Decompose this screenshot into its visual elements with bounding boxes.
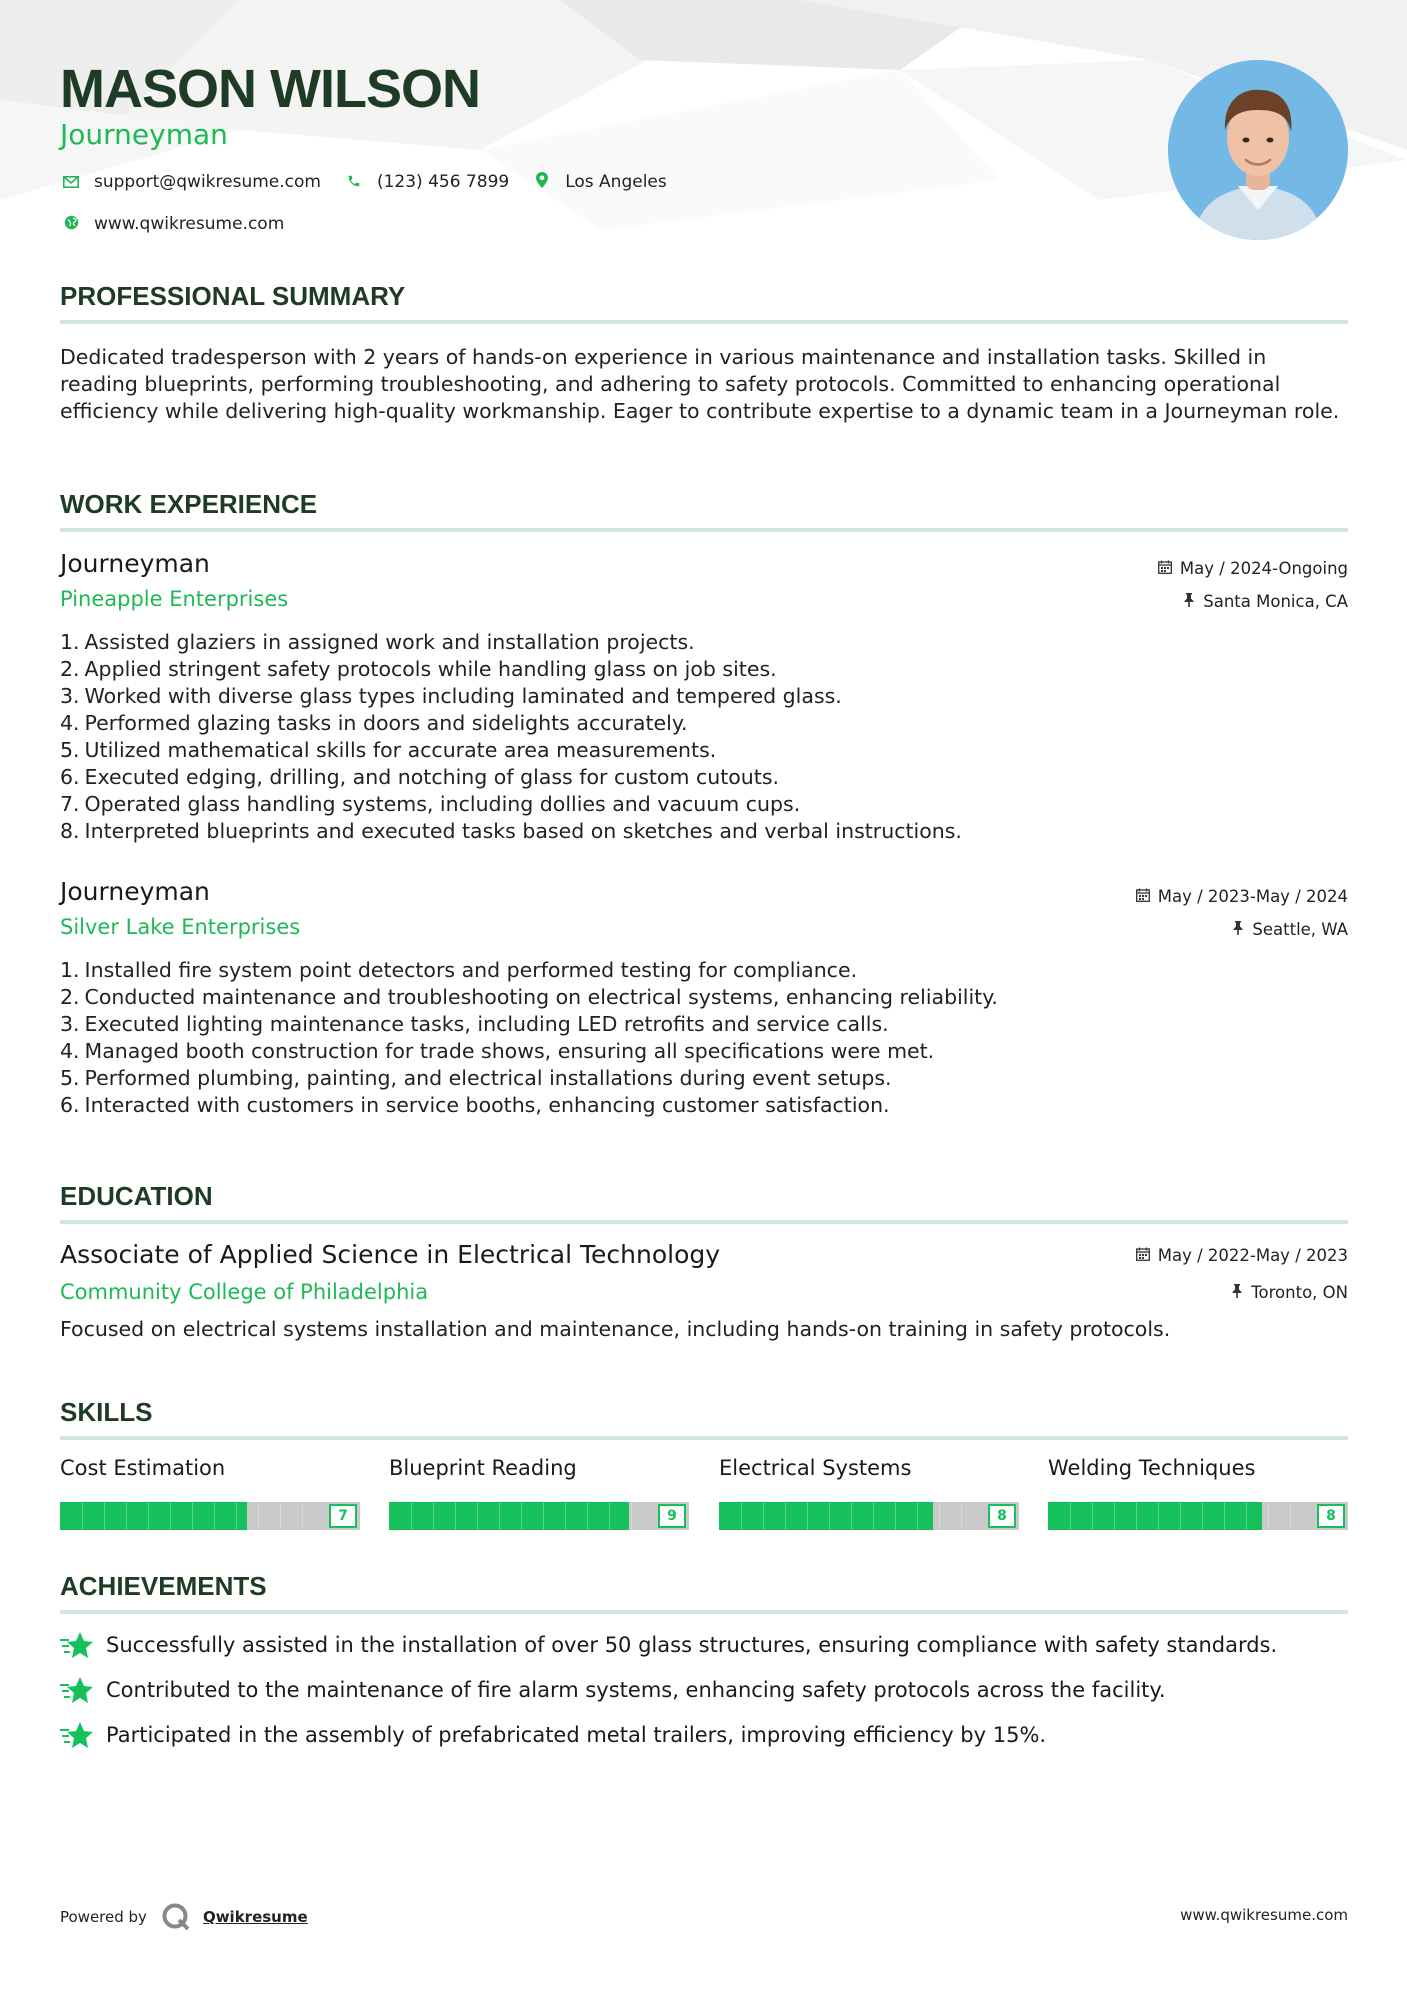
skill-bar-segment	[741, 1502, 742, 1530]
skill-bar-segment	[1246, 1502, 1247, 1530]
skill-bar-segment	[1202, 1502, 1203, 1530]
list-item: 4. Performed glazing tasks in doors and sidelights accurately.	[60, 711, 688, 735]
skill-score: 8	[1317, 1504, 1345, 1528]
list-item: 1. Installed fire system point detectors and performed testing for compliance.	[60, 958, 858, 982]
calendar-icon	[1136, 1247, 1150, 1265]
skill-bar-segment	[148, 1502, 149, 1530]
skill-item	[1048, 1456, 1348, 1530]
skill-bar-segment	[763, 1502, 764, 1530]
list-item: 3. Executed lighting maintenance tasks, including LED retrofits and service calls.	[60, 1012, 889, 1036]
qwikresume-logo-icon	[161, 1902, 191, 1932]
summary-divider	[60, 320, 1348, 324]
achievement-text: Participated in the assembly of prefabricated metal trailers, improving efficiency by 15%.	[106, 1723, 1047, 1747]
skill-score: 9	[658, 1504, 686, 1528]
education-heading: EDUCATION	[60, 1181, 213, 1211]
job-dates	[1158, 559, 1348, 578]
skill-bar-segment	[236, 1502, 237, 1530]
website-text: www.qwikresume.com	[94, 214, 285, 234]
job-location-text: Santa Monica, CA	[1203, 592, 1348, 611]
skill-bar-segment	[455, 1502, 456, 1530]
skill-bar	[60, 1502, 360, 1530]
skill-bar-segment	[170, 1502, 171, 1530]
education-divider	[60, 1220, 1348, 1224]
calendar-icon	[1136, 888, 1150, 906]
education-location	[1231, 1283, 1348, 1302]
contact-row-website	[60, 214, 306, 234]
star-icon	[60, 1675, 94, 1705]
education-location-text: Toronto, ON	[1251, 1283, 1348, 1302]
skill-item	[60, 1456, 360, 1530]
job-location-text: Seattle, WA	[1252, 920, 1348, 939]
education-dates-text: May / 2022-May / 2023	[1157, 1246, 1348, 1265]
contact-row	[60, 172, 689, 192]
skill-bar-segment	[851, 1502, 852, 1530]
list-item: 3. Worked with diverse glass types including laminated and tempered glass.	[60, 684, 842, 708]
phone-text: (123) 456 7899	[376, 172, 510, 192]
skill-bar-segment	[1136, 1502, 1137, 1530]
skill-bar	[1048, 1502, 1348, 1530]
experience-divider	[60, 528, 1348, 532]
job-title: Journeyman	[60, 877, 210, 906]
skill-bar-segment	[1070, 1502, 1071, 1530]
skill-bar-segment	[521, 1502, 522, 1530]
skill-bar-segment	[1114, 1502, 1115, 1530]
skill-bar-segment	[302, 1502, 303, 1530]
skill-item	[719, 1456, 1019, 1530]
list-item: 2. Applied stringent safety protocols while handling glass on job sites.	[60, 657, 777, 681]
skill-bar-segment	[961, 1502, 962, 1530]
phone-icon	[343, 173, 365, 192]
list-item: 5. Utilized mathematical skills for accurate area measurements.	[60, 738, 717, 762]
job-company: Silver Lake Enterprises	[60, 915, 301, 939]
achievement-text: Contributed to the maintenance of fire alarm systems, enhancing safety protocols across the facility.	[106, 1678, 1166, 1702]
contact-phone[interactable]	[343, 172, 509, 192]
job-location	[1183, 592, 1348, 611]
skill-bar-segment	[895, 1502, 896, 1530]
achievements-divider	[60, 1610, 1348, 1614]
calendar-icon	[1158, 560, 1172, 578]
qwikresume-link[interactable]: Qwikresume	[202, 1908, 308, 1926]
skill-bar-segment	[258, 1502, 259, 1530]
globe-icon	[60, 215, 82, 234]
skill-bar-segment	[82, 1502, 83, 1530]
pushpin-icon	[1232, 921, 1244, 939]
contact-website[interactable]	[60, 214, 284, 234]
map-pin-icon	[531, 172, 553, 192]
experience-heading: WORK EXPERIENCE	[60, 489, 318, 519]
job-dates	[1136, 887, 1348, 906]
star-icon	[60, 1720, 94, 1750]
skill-item	[389, 1456, 689, 1530]
envelope-icon	[60, 173, 82, 192]
list-item: 6. Interacted with customers in service booths, enhancing customer satisfaction.	[60, 1093, 890, 1117]
skill-score: 7	[329, 1504, 357, 1528]
powered-by-text: Powered by	[60, 1908, 147, 1926]
skill-bar-segment	[587, 1502, 588, 1530]
job-company: Pineapple Enterprises	[60, 587, 289, 611]
list-item: 4. Managed booth construction for trade shows, ensuring all specifications were met.	[60, 1039, 935, 1063]
job-bullet-list	[60, 957, 1350, 1119]
footer-powered-by	[60, 1902, 308, 1932]
skill-bar-segment	[1158, 1502, 1159, 1530]
achievement-item	[60, 1720, 1350, 1750]
job-location	[1232, 920, 1348, 939]
skill-bar	[719, 1502, 1019, 1530]
education-school: Community College of Philadelphia	[60, 1280, 429, 1304]
list-item: 2. Conducted maintenance and troubleshooting on electrical systems, enhancing reliability.	[60, 985, 998, 1009]
skill-bar-fill	[389, 1502, 629, 1530]
skill-bar-segment	[939, 1502, 940, 1530]
skill-bar-segment	[543, 1502, 544, 1530]
candidate-name: MASON WILSON	[60, 59, 480, 119]
job-title: Journeyman	[60, 549, 210, 578]
skill-bar-segment	[433, 1502, 434, 1530]
skill-bar-segment	[1180, 1502, 1181, 1530]
skill-bar-segment	[631, 1502, 632, 1530]
skill-bar	[389, 1502, 689, 1530]
pushpin-icon	[1231, 1284, 1243, 1302]
skill-bar-fill	[1048, 1502, 1262, 1530]
email-text: support@qwikresume.com	[94, 172, 321, 192]
skill-bar-segment	[1290, 1502, 1291, 1530]
skill-bar-segment	[565, 1502, 566, 1530]
skill-bar-segment	[104, 1502, 105, 1530]
achievement-text: Successfully assisted in the installation of over 50 glass structures, ensuring compliance with safety standards.	[106, 1633, 1278, 1657]
skill-bar-segment	[609, 1502, 610, 1530]
education-degree: Associate of Applied Science in Electrical Technology	[60, 1240, 721, 1269]
list-item: 5. Performed plumbing, painting, and electrical installations during event setups.	[60, 1066, 892, 1090]
skill-bar-segment	[126, 1502, 127, 1530]
list-item: 7. Operated glass handling systems, including dollies and vacuum cups.	[60, 792, 801, 816]
candidate-title: Journeyman	[60, 118, 228, 151]
footer-website[interactable]: www.qwikresume.com	[1180, 1906, 1348, 1924]
job-bullet-list	[60, 629, 1350, 845]
job-dates-text: May / 2024-Ongoing	[1179, 559, 1348, 578]
pushpin-icon	[1183, 593, 1195, 611]
skill-bar-segment	[873, 1502, 874, 1530]
skill-name: Cost Estimation	[60, 1456, 226, 1480]
summary-text: Dedicated tradesperson with 2 years of hands-on experience in various maintenance and installation tasks. Skilled in reading blueprints, performing troubleshooting, and adhering to safety protocols. Committed to enhancing operational efficiency while delivering high-quality workmanship. Eager to contribute expertise to a dynamic team in a Journeyman role.	[60, 345, 1340, 423]
profile-photo	[1168, 60, 1348, 240]
achievements-heading: ACHIEVEMENTS	[60, 1571, 267, 1601]
skill-bar-segment	[807, 1502, 808, 1530]
skill-score: 8	[988, 1504, 1016, 1528]
achievement-item	[60, 1675, 1350, 1705]
achievement-item	[60, 1630, 1350, 1660]
contact-location	[531, 172, 667, 192]
contact-email[interactable]	[60, 172, 321, 192]
skill-bar-fill	[719, 1502, 933, 1530]
job-dates-text: May / 2023-May / 2024	[1157, 887, 1348, 906]
education-description: Focused on electrical systems installation and maintenance, including hands-on training in safety protocols.	[60, 1317, 1171, 1341]
skill-bar-segment	[411, 1502, 412, 1530]
skill-bar-segment	[477, 1502, 478, 1530]
skill-bar-segment	[1268, 1502, 1269, 1530]
skill-bar-segment	[192, 1502, 193, 1530]
skill-bar-segment	[785, 1502, 786, 1530]
skill-bar-segment	[829, 1502, 830, 1530]
list-item: 1. Assisted glaziers in assigned work and installation projects.	[60, 630, 695, 654]
skill-bar-fill	[60, 1502, 247, 1530]
skill-bar-segment	[1224, 1502, 1225, 1530]
skills-divider	[60, 1436, 1348, 1440]
summary-heading: PROFESSIONAL SUMMARY	[60, 281, 406, 311]
list-item: 8. Interpreted blueprints and executed tasks based on sketches and verbal instructions.	[60, 819, 962, 843]
skills-heading: SKILLS	[60, 1397, 153, 1427]
skill-bar-segment	[280, 1502, 281, 1530]
skill-bar-segment	[917, 1502, 918, 1530]
list-item: 6. Executed edging, drilling, and notching of glass for custom cutouts.	[60, 765, 780, 789]
location-text: Los Angeles	[565, 172, 667, 192]
skill-name: Blueprint Reading	[389, 1456, 577, 1480]
education-dates	[1136, 1246, 1348, 1265]
star-icon	[60, 1630, 94, 1660]
skill-name: Welding Techniques	[1048, 1456, 1256, 1480]
skill-bar-segment	[1092, 1502, 1093, 1530]
skill-bar-segment	[214, 1502, 215, 1530]
skill-bar-segment	[499, 1502, 500, 1530]
skill-name: Electrical Systems	[719, 1456, 912, 1480]
